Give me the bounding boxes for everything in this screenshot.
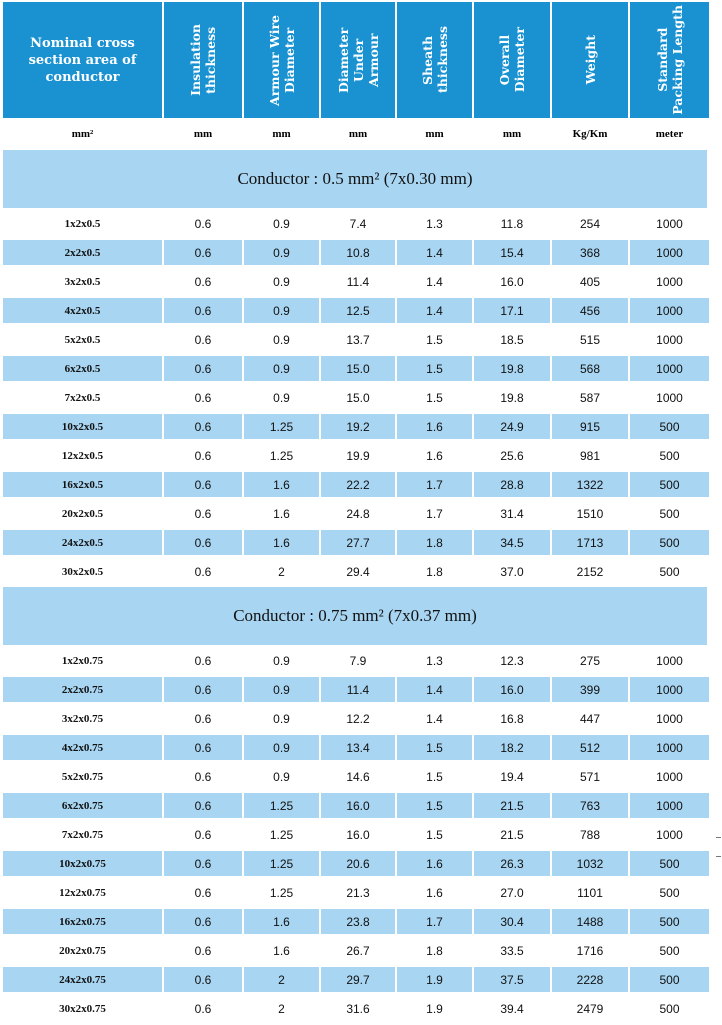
table-cell: 1000	[630, 240, 709, 265]
table-cell: 13.4	[321, 735, 395, 760]
table-cell: 27.0	[500, 885, 524, 900]
section-rows-0.75mm	[3, 648, 709, 1025]
table-cell: 0.6	[164, 530, 242, 555]
table-cell: 1.5	[397, 735, 472, 760]
table-cell: 512	[552, 735, 628, 760]
table-cell: 1000	[630, 356, 709, 381]
table-cell: 0.6	[164, 851, 242, 876]
header-row	[3, 2, 709, 118]
table-cell: 21.5	[474, 793, 550, 818]
table-cell: 0.6	[194, 653, 212, 668]
table-cell: 1.25	[269, 827, 294, 842]
table-cell: 500	[630, 909, 709, 934]
table-cell: 1.6	[273, 506, 290, 521]
table-cell: 1.6	[426, 448, 443, 463]
row-label-cell: 16x2x0.5	[3, 472, 162, 497]
table-cell: 500	[630, 530, 709, 555]
table-cell: 34.5	[474, 530, 550, 555]
row-label-cell: 3x2x0.5	[64, 275, 101, 288]
row-label-cell: 5x2x0.75	[61, 770, 104, 783]
table-cell: 1.5	[397, 793, 472, 818]
table-cell: 275	[579, 653, 601, 668]
row-label-cell: 3x2x0.75	[61, 712, 104, 725]
table-cell: 2152	[576, 564, 604, 579]
table-cell: 21.5	[500, 827, 524, 842]
table-cell: 1.25	[269, 885, 294, 900]
row-label-cell: 20x2x0.5	[61, 507, 104, 520]
table-cell: 2	[278, 1001, 285, 1016]
table-cell: 500	[659, 885, 680, 900]
row-label-cell: 16x2x0.75	[3, 909, 162, 934]
table-cell: 1.5	[426, 332, 443, 347]
table-cell: 11.4	[321, 677, 395, 702]
table-cell: 1.6	[244, 472, 319, 497]
table-cell: 37.5	[474, 967, 550, 992]
table-cell: 0.9	[273, 216, 290, 231]
header-cell-armour-wire-diameter	[244, 2, 319, 118]
table-cell: 1.7	[397, 472, 472, 497]
table-cell: 405	[579, 274, 601, 289]
table-cell: 500	[630, 472, 709, 497]
table-cell: 1.6	[273, 943, 290, 958]
table-cell: 1.6	[244, 909, 319, 934]
unit-cell: mm	[193, 128, 213, 140]
table-cell: 1322	[552, 472, 628, 497]
table-cell: 16.0	[321, 793, 395, 818]
table-cell: 19.8	[500, 390, 524, 405]
table-cell: 2	[244, 967, 319, 992]
table-cell: 1000	[656, 274, 683, 289]
table-cell: 16.0	[500, 274, 524, 289]
row-label-cell: 7x2x0.75	[61, 828, 104, 841]
row-label-cell: 30x2x0.5	[61, 565, 104, 578]
table-cell: 500	[659, 506, 680, 521]
header-cell-overall-diameter	[474, 2, 550, 118]
table-cell: 12.3	[500, 653, 524, 668]
unit-cell: mm	[502, 128, 522, 140]
row-label-cell: 2x2x0.75	[3, 677, 162, 702]
table-cell: 368	[552, 240, 628, 265]
table-cell: 1510	[576, 506, 604, 521]
table-cell: 12.2	[346, 711, 370, 726]
table-cell: 763	[552, 793, 628, 818]
table-cell: 1.6	[397, 851, 472, 876]
table-cell: 19.9	[346, 448, 370, 463]
table-cell: 0.9	[273, 711, 290, 726]
table-cell: 1.5	[426, 827, 443, 842]
header-label: Diameter Under Armour	[335, 27, 381, 93]
table-cell: 1.8	[397, 530, 472, 555]
header-cell-insulation-thickness	[164, 2, 242, 118]
table-cell: 1488	[552, 909, 628, 934]
section-title-0.5mm: Conductor : 0.5 mm² (7x0.30 mm)	[3, 150, 707, 208]
table-cell: 0.6	[194, 827, 212, 842]
table-cell: 0.6	[164, 298, 242, 323]
table-cell: 0.9	[244, 240, 319, 265]
table-cell: 2479	[576, 1001, 604, 1016]
header-label: Standard Packing Length	[654, 5, 685, 115]
table-cell: 1.25	[244, 414, 319, 439]
table-cell: 1.5	[426, 390, 443, 405]
header-label: Insulation thickness	[188, 24, 218, 96]
table-cell: 0.6	[194, 390, 212, 405]
table-cell: 0.6	[194, 216, 212, 231]
row-label-cell: 7x2x0.5	[64, 391, 101, 404]
row-label-cell: 6x2x0.75	[3, 793, 162, 818]
table-cell: 1.4	[397, 240, 472, 265]
table-cell: 1.3	[426, 216, 443, 231]
table-cell: 0.6	[164, 240, 242, 265]
table-cell: 1000	[656, 653, 683, 668]
table-cell: 587	[579, 390, 601, 405]
unit-cell: mm	[348, 128, 368, 140]
table-cell: 15.4	[474, 240, 550, 265]
table-cell: 1.5	[426, 769, 443, 784]
row-label-cell: 1x2x0.75	[61, 654, 104, 667]
table-cell: 24.9	[474, 414, 550, 439]
table-cell: 0.9	[244, 298, 319, 323]
edge-mark	[716, 856, 721, 857]
section-rows-0.5mm	[3, 211, 709, 588]
table-cell: 26.7	[346, 943, 370, 958]
table-cell: 0.6	[164, 967, 242, 992]
table-cell: 19.4	[500, 769, 524, 784]
table-cell: 515	[579, 332, 601, 347]
table-cell: 31.6	[346, 1001, 370, 1016]
table-cell: 7.9	[349, 653, 367, 668]
table-cell: 16.0	[346, 827, 370, 842]
edge-mark	[716, 837, 721, 838]
table-cell: 0.6	[194, 1001, 212, 1016]
table-cell: 0.6	[194, 332, 212, 347]
header-cell-nominal-cross-section	[3, 2, 162, 118]
table-cell: 26.3	[474, 851, 550, 876]
table-cell: 0.6	[164, 909, 242, 934]
row-label-cell: 1x2x0.5	[64, 217, 101, 230]
row-label-cell: 20x2x0.75	[59, 944, 106, 957]
table-cell: 1.8	[426, 943, 443, 958]
header-label: Weight	[582, 35, 598, 85]
header-label: Nominal cross section area of conductor	[28, 35, 137, 85]
table-cell: 39.4	[500, 1001, 524, 1016]
table-cell: 1000	[630, 298, 709, 323]
table-cell: 0.9	[273, 274, 290, 289]
table-cell: 0.6	[194, 885, 212, 900]
table-cell: 1.7	[397, 909, 472, 934]
table-cell: 1.4	[426, 711, 443, 726]
table-cell: 0.6	[194, 448, 212, 463]
table-cell: 0.6	[164, 677, 242, 702]
table-cell: 12.5	[321, 298, 395, 323]
table-cell: 21.3	[346, 885, 370, 900]
table-cell: 1.8	[426, 564, 443, 579]
table-cell: 500	[630, 967, 709, 992]
table-cell: 1716	[576, 943, 604, 958]
table-cell: 500	[630, 851, 709, 876]
table-cell: 1.6	[426, 885, 443, 900]
table-cell: 28.8	[474, 472, 550, 497]
row-label-cell: 5x2x0.5	[64, 333, 101, 346]
table-cell: 254	[579, 216, 601, 231]
table-cell: 788	[579, 827, 601, 842]
row-label-cell: 12x2x0.75	[59, 886, 106, 899]
table-cell: 0.6	[164, 472, 242, 497]
table-cell: 1000	[656, 332, 683, 347]
table-cell: 500	[630, 414, 709, 439]
table-cell: 17.1	[474, 298, 550, 323]
table-cell: 0.6	[194, 711, 212, 726]
table-cell: 1000	[656, 216, 683, 231]
table-cell: 500	[659, 448, 680, 463]
row-label-cell: 12x2x0.5	[61, 449, 104, 462]
row-label-cell: 2x2x0.5	[3, 240, 162, 265]
table-cell: 20.6	[321, 851, 395, 876]
table-cell: 29.4	[346, 564, 370, 579]
table-cell: 1101	[577, 885, 603, 900]
table-cell: 447	[579, 711, 601, 726]
table-cell: 0.9	[273, 653, 290, 668]
table-cell: 1000	[630, 677, 709, 702]
table-cell: 0.9	[244, 677, 319, 702]
table-cell: 0.6	[164, 414, 242, 439]
row-label-cell: 10x2x0.75	[3, 851, 162, 876]
table-cell: 27.7	[321, 530, 395, 555]
unit-cell: Kg/Km	[572, 128, 608, 140]
header-label: Armour Wire Diameter	[266, 14, 297, 106]
table-cell: 2	[278, 564, 285, 579]
table-cell: 915	[552, 414, 628, 439]
table-cell: 0.6	[194, 506, 212, 521]
table-cell: 33.5	[500, 943, 524, 958]
table-cell: 1000	[630, 735, 709, 760]
row-label-cell: 24x2x0.75	[3, 967, 162, 992]
table-cell: 11.4	[346, 274, 370, 289]
table-cell: 1000	[656, 390, 683, 405]
table-cell: 1000	[656, 711, 683, 726]
unit-cell: meter	[655, 128, 684, 140]
table-cell: 23.8	[321, 909, 395, 934]
table-cell: 10.8	[321, 240, 395, 265]
table-cell: 500	[659, 564, 680, 579]
header-cell-diameter-under-armour	[321, 2, 395, 118]
table-cell: 25.6	[500, 448, 524, 463]
table-cell: 15.0	[321, 356, 395, 381]
unit-cell: mm	[272, 128, 291, 140]
row-label-cell: 6x2x0.5	[3, 356, 162, 381]
table-cell: 0.9	[273, 769, 290, 784]
table-cell: 981	[579, 448, 601, 463]
table-cell: 24.8	[346, 506, 370, 521]
table-cell: 22.2	[321, 472, 395, 497]
section-title-0.75mm: Conductor : 0.75 mm² (7x0.37 mm)	[3, 587, 707, 645]
table-cell: 1.6	[244, 530, 319, 555]
table-cell: 1.5	[397, 356, 472, 381]
table-cell: 500	[659, 1001, 680, 1016]
table-cell: 14.6	[346, 769, 370, 784]
table-cell: 0.9	[244, 356, 319, 381]
table-cell: 13.7	[346, 332, 370, 347]
table-cell: 18.2	[474, 735, 550, 760]
table-cell: 0.9	[273, 332, 290, 347]
table-cell: 0.6	[194, 943, 212, 958]
row-label-cell: 24x2x0.5	[3, 530, 162, 555]
table-cell: 11.8	[500, 216, 524, 231]
table-cell: 1.4	[397, 298, 472, 323]
header-cell-standard-packing-length	[630, 2, 709, 118]
table-cell: 1.25	[244, 793, 319, 818]
table-cell: 0.6	[194, 564, 212, 579]
header-label: Sheath thickness	[419, 26, 450, 94]
row-label-cell: 4x2x0.75	[3, 735, 162, 760]
unit-cell: mm	[425, 128, 444, 140]
row-label-cell: 30x2x0.75	[59, 1002, 106, 1015]
header-cell-weight	[552, 2, 628, 118]
table-cell: 29.7	[321, 967, 395, 992]
table-cell: 571	[579, 769, 601, 784]
table-cell: 0.6	[194, 274, 212, 289]
table-cell: 500	[659, 943, 680, 958]
table-cell: 1.3	[426, 653, 443, 668]
table-cell: 1.4	[426, 274, 443, 289]
row-label-cell: 4x2x0.5	[3, 298, 162, 323]
unit-cell: mm²	[71, 128, 94, 140]
table-cell: 1.6	[397, 414, 472, 439]
table-cell: 1000	[656, 827, 683, 842]
table-cell: 456	[552, 298, 628, 323]
table-cell: 1.7	[426, 506, 443, 521]
table-cell: 18.5	[500, 332, 524, 347]
header-label: Overall Diameter	[497, 27, 527, 93]
table-cell: 0.9	[273, 390, 290, 405]
table-cell: 0.6	[164, 735, 242, 760]
units-row	[3, 120, 709, 148]
table-cell: 1.25	[244, 851, 319, 876]
table-cell: 37.0	[500, 564, 524, 579]
table-cell: 31.4	[500, 506, 524, 521]
table-cell: 0.6	[194, 769, 212, 784]
header-cell-sheath-thickness	[397, 2, 472, 118]
table-cell: 30.4	[474, 909, 550, 934]
table-cell: 1000	[630, 793, 709, 818]
table-cell: 1032	[552, 851, 628, 876]
table-cell: 1000	[656, 769, 683, 784]
table-cell: 0.9	[244, 735, 319, 760]
table-cell: 0.6	[164, 793, 242, 818]
table-cell: 568	[552, 356, 628, 381]
table-cell: 1713	[552, 530, 628, 555]
table-cell: 15.0	[346, 390, 370, 405]
table-cell: 16.0	[474, 677, 550, 702]
table-cell: 1.9	[426, 1001, 443, 1016]
table-cell: 16.8	[500, 711, 524, 726]
table-cell: 1.25	[269, 448, 294, 463]
table-cell: 0.6	[164, 356, 242, 381]
table-cell: 1.9	[397, 967, 472, 992]
table-cell: 19.8	[474, 356, 550, 381]
row-label-cell: 10x2x0.5	[3, 414, 162, 439]
table-cell: 1.4	[397, 677, 472, 702]
table-cell: 7.4	[349, 216, 367, 231]
table-cell: 19.2	[321, 414, 395, 439]
table-cell: 399	[552, 677, 628, 702]
table-cell: 2228	[552, 967, 628, 992]
